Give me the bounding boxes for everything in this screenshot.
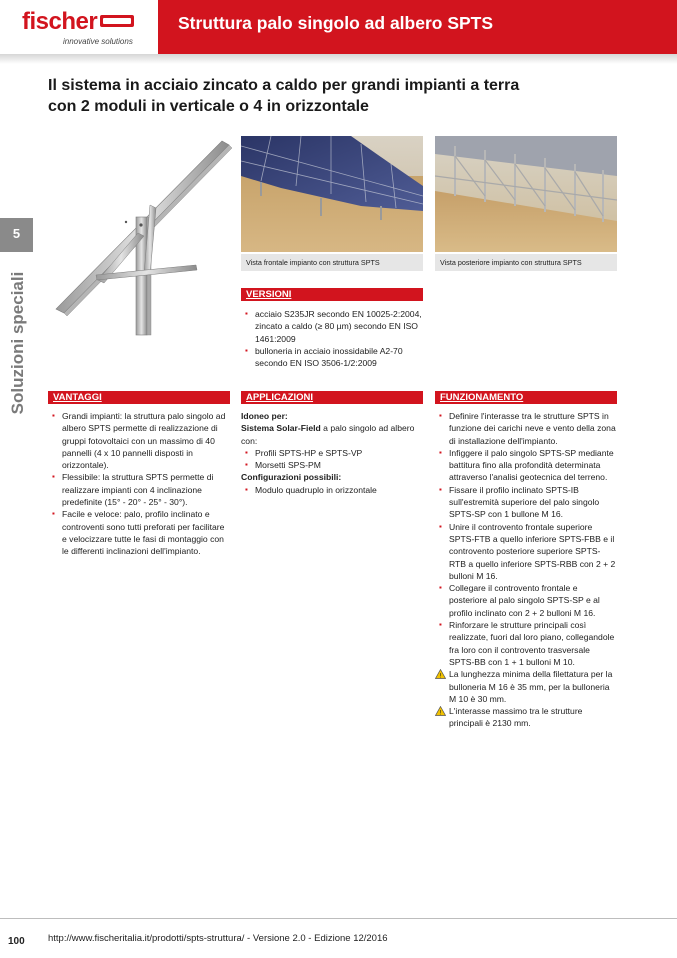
system-name: Sistema Solar-Field (241, 423, 321, 434)
list-item: ▪ Grandi impianti: la struttura palo singolo ad albero SPTS permette di realizzazione di gruppi fotovoltaici con un massimo di 40 pannelli (4 x 10 pannelli disposti in orizzontale). (48, 410, 230, 471)
pole-structure-illustration (46, 135, 236, 340)
footer-url[interactable]: http://www.fischeritalia.it/prodotti/spts-struttura/ - Versione 2.0 - Edizione 12/2016 (48, 933, 388, 944)
footer-divider (0, 918, 677, 919)
header-divider (0, 54, 677, 64)
svg-text:!: ! (439, 709, 442, 717)
funzionamento-list (435, 410, 617, 730)
front-view-photo (241, 136, 423, 252)
warning-text: L'interasse massimo tra le strutture principali è 2130 mm. (449, 706, 583, 729)
rear-view-photo (435, 136, 617, 252)
list-item: ▪ Definire l'interasse tra le strutture SPTS in funzione dei carichi neve e vento della zona di installazione dell'impianto. (435, 410, 617, 447)
vantaggi-heading (48, 391, 230, 404)
config-label: Configurazioni possibili: (241, 472, 342, 483)
front-photo-caption: Vista frontale impianto con struttura SPTS (241, 254, 423, 271)
logo-tagline: innovative solutions (63, 37, 133, 46)
warning-item (435, 668, 617, 705)
logo-badge-icon (100, 15, 134, 27)
svg-text:!: ! (439, 672, 442, 680)
main-title-line-1: Il sistema in acciaio zincato a caldo per grandi impianti a terra (48, 77, 520, 94)
applicazioni-heading-text: APPLICAZIONI (246, 392, 314, 403)
list-item: ▪ Flessibile: la struttura SPTS permette di realizzare impianti con 4 inclinazione predefinite (15° - 20° - 25° - 30°). (48, 471, 230, 508)
config-list (241, 484, 423, 496)
versioni-heading-text: VERSIONI (246, 289, 292, 300)
main-title-line-2: con 2 moduli in verticale o 4 in orizzontale (48, 98, 369, 115)
list-item: ▪ Collegare il controvento frontale e posteriore al palo singolo SPTS-SP e al profilo inclinato con 2 + 2 bulloni M 16. (435, 582, 617, 619)
list-item: ▪ bulloneria in acciaio inossidabile A2-70 secondo EN ISO 3506-1/2:2009 (241, 345, 423, 370)
versioni-heading (241, 288, 423, 301)
chapter-label: Soluzioni speciali (8, 271, 27, 415)
list-item: ▪ Morsetti SPS-PM (241, 459, 423, 471)
page-header-title: Struttura palo singolo ad albero SPTS (178, 13, 494, 33)
warning-icon (435, 669, 446, 679)
idoneo-label: Idoneo per: (241, 411, 288, 421)
list-item: ▪ Facile e veloce: palo, profilo inclinato e controventi sono tutti preforati per facilitare e velocizzare tutte le fasi di montaggio con le differenti inclinazioni dell'impianto. (48, 508, 230, 557)
chapter-number: 5 (12, 226, 21, 241)
page-number: 100 (8, 936, 25, 947)
list-item: ▪ Fissare il profilo inclinato SPTS-IB sull'estremità superiore del palo singolo SPTS-SP con 1 bullone M 16. (435, 484, 617, 521)
warning-item (435, 705, 617, 730)
warning-icon (435, 706, 446, 716)
list-item: ▪ Modulo quadruplo in orizzontale (241, 484, 423, 496)
vantaggi-list (48, 410, 230, 558)
funzionamento-heading (435, 391, 617, 404)
list-item: ▪ acciaio S235JR secondo EN 10025-2:2004, zincato a caldo (≥ 80 µm) secondo EN ISO 1461:2009 (241, 308, 423, 345)
applicazioni-heading (241, 391, 423, 404)
versioni-list (241, 308, 423, 369)
logo-text: fischer (22, 8, 98, 35)
funzionamento-heading-text: FUNZIONAMENTO (440, 392, 524, 403)
list-item: ▪ Unire il controvento frontale superiore SPTS-FTB a quello inferiore SPTS-FBB e il controvento posteriore superiore SPTS-RTB a quello inferiore SPTS-RBB con 2 + 2 bulloni M 16. (435, 521, 617, 582)
vantaggi-heading-text: VANTAGGI (53, 392, 102, 403)
applicazioni-body (241, 410, 423, 496)
system-description: a palo singolo ad albero con: (241, 423, 415, 446)
main-title (48, 75, 648, 117)
list-item: ▪ Rinforzare le strutture principali così realizzate, fuori dal loro piano, collegandole fra loro con il controvento trasversale SPTS-BB con 1 + 1 bulloni M 10. (435, 619, 617, 668)
profili-list (241, 447, 423, 472)
list-item: ▪ Profili SPTS-HP e SPTS-VP (241, 447, 423, 459)
list-item: ▪ Infiggere il palo singolo SPTS-SP mediante battitura fino alla profondità determinata attraverso l'analisi geotecnica del terreno. (435, 447, 617, 484)
rear-photo-caption: Vista posteriore impianto con struttura SPTS (435, 254, 617, 271)
warning-text: La lunghezza minima della filettatura per la bulloneria M 16 è 35 mm, per la bulloneria M 10 è 30 mm. (449, 669, 613, 704)
